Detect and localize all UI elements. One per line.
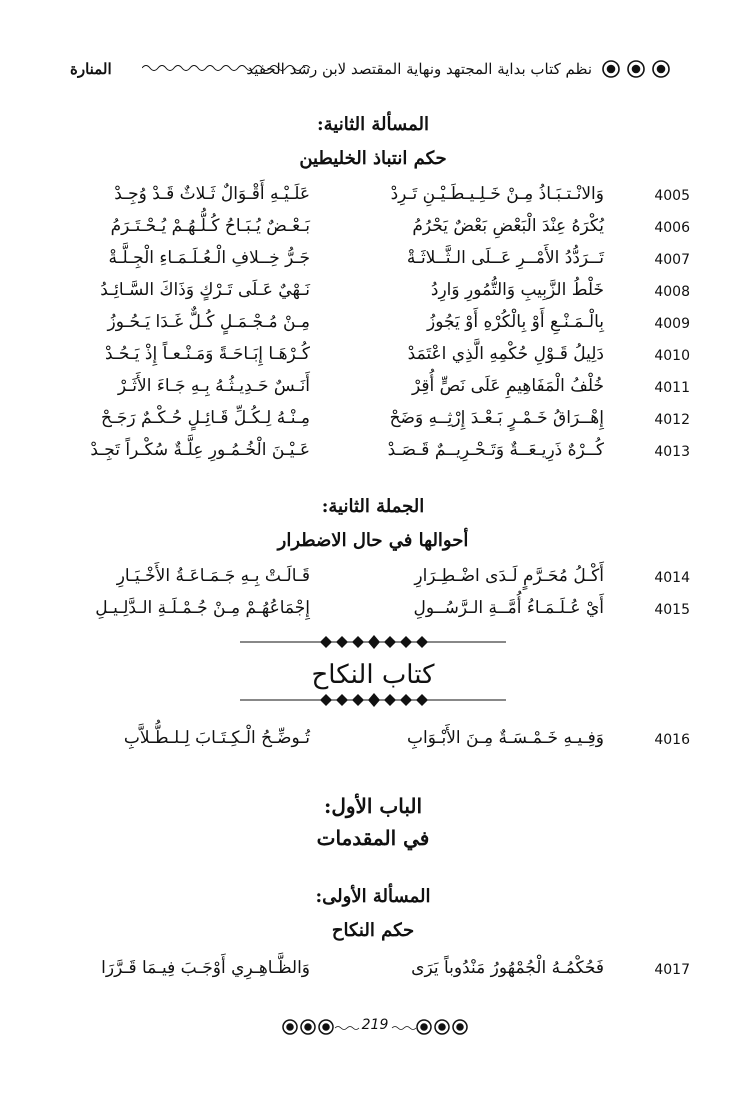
verse-second-hemistich: نَـهْيٌ عَـلَى تَـرْكٍ وَذَاكَ السَّـائِـدُ xyxy=(100,280,310,300)
verse-second-hemistich: كُـرْهَـا إِبَـاحَـةً وَمَـنْـعـاً إِذْ يَـحُـدْ xyxy=(104,344,310,364)
verse-number: 4012 xyxy=(654,412,690,428)
verse-first-hemistich: خَلْطُ الزَّبِيبِ وَالتُّمُورِ وَارِدُ xyxy=(430,280,604,300)
section-heading: الجملة الثانية: xyxy=(321,496,425,517)
verse-number: 4008 xyxy=(654,284,690,300)
verse-row xyxy=(70,312,690,342)
verse-first-hemistich: دَلِيلُ قَـوْلِ حُكْمِهِ الَّذِي اعْتَمَدْ xyxy=(407,344,604,364)
page-footer xyxy=(280,1014,470,1040)
verse-second-hemistich: مِـنْـهُ لِـكُـلِّ قَـائِـلٍ حُـكْـمٌ رَجَـحْ xyxy=(100,408,310,428)
verse-row xyxy=(70,184,690,214)
book-title: كتاب النكاح xyxy=(311,660,435,690)
verse-first-hemistich: يُكْرَهُ عِنْدَ الْبَعْضِ بَعْضٌ يَحْرُمُ xyxy=(412,216,604,236)
verse-number: 4007 xyxy=(654,252,690,268)
verse-number: 4016 xyxy=(654,732,690,748)
chapter-subtitle: في المقدمات xyxy=(316,826,430,850)
subsection-heading: أحوالها في حال الاضطرار xyxy=(277,530,469,551)
verse-first-hemistich: تَــرَدُّدُ الأَمْــرِ عَــلَى الـثَّــلاثَـةْ xyxy=(406,248,604,268)
verse-second-hemistich: إِجْمَاعُهُـمْ مِـنْ جُـمْـلَـةِ الـدَّلِـيـلِ xyxy=(95,598,310,618)
verse-first-hemistich: أَكْـلُ مُحَـرَّمٍ لَـدَى اضْـطِـرَارِ xyxy=(414,566,604,586)
verse-row xyxy=(70,280,690,310)
verse-first-hemistich: وَفِـيـهِ خَـمْـسَـةٌ مِـنَ الأَبْـوَابِ xyxy=(407,728,604,748)
verse-second-hemistich: أَنَـسٌ حَـدِيـثُـهُ بِـهِ جَـاءَ الأَثَـرْ xyxy=(117,376,310,396)
diamond-chain-ornament xyxy=(240,686,506,714)
subsection-heading: حكم النكاح xyxy=(331,920,415,941)
verse-first-hemistich: أَيْ عُـلَـمَـاءُ أُمَّــةِ الـرَّسُــولِ xyxy=(413,598,604,618)
verse-second-hemistich: قَـالَـتْ بِـهِ جَـمَـاعَـةُ الأَخْـيَـارِ xyxy=(116,566,310,586)
verse-row xyxy=(70,958,690,988)
verse-first-hemistich: إِهْــرَاقُ خَـمْـرٍ بَـعْـدَ إِرْثِــهِ وَضَحْ xyxy=(389,408,604,428)
verse-second-hemistich: مِـنْ مُـجْـمَـلٍ كُـلٌّ غَـدَا يَـحُـوزُ xyxy=(107,312,310,332)
verse-number: 4005 xyxy=(654,188,690,204)
verse-row xyxy=(70,344,690,374)
flower-ornament-icon xyxy=(598,58,676,80)
page-header xyxy=(70,52,676,86)
verse-second-hemistich: تُـوضِّـحُ الْـكِـتَـابَ لِـلـطُّـلاَّبِ xyxy=(123,728,310,748)
header-section-label: المنارة xyxy=(70,60,112,78)
verse-second-hemistich: جَـرُّ خِــلافِ الْـعُـلَـمَـاءِ الْجِـلَّـةْ xyxy=(108,248,310,268)
verse-second-hemistich: عَـيْـنَ الْخُـمُـورِ عِلَّـةٌ سُكْـراً تَجِـدْ xyxy=(90,440,310,460)
diamond-chain-ornament xyxy=(240,628,506,656)
verse-row xyxy=(70,216,690,246)
verse-row xyxy=(70,440,690,470)
verse-number: 4010 xyxy=(654,348,690,364)
verse-row xyxy=(70,408,690,438)
verse-number: 4013 xyxy=(654,444,690,460)
verse-number: 4011 xyxy=(654,380,690,396)
chapter-heading: الباب الأول: xyxy=(323,794,423,818)
verse-second-hemistich: بَـعْـضٌ يُـبَـاحُ كُـلُّـهُـمْ يُـحْـتَـرَمُ xyxy=(110,216,310,236)
verse-number: 4006 xyxy=(654,220,690,236)
verse-number: 4015 xyxy=(654,602,690,618)
verse-row xyxy=(70,566,690,596)
verse-first-hemistich: فَحُكْمُـهُ الْجُمْهُورُ مَنْدُوباً يَرَى xyxy=(411,958,604,978)
section-heading: المسألة الأولى: xyxy=(315,886,431,907)
verse-row xyxy=(70,248,690,278)
verse-number: 4009 xyxy=(654,316,690,332)
page-number: 219 xyxy=(361,1017,389,1033)
verse-first-hemistich: خُلْفُ الْمَفَاهِيمِ عَلَى نَصٍّ أُقِرْ xyxy=(412,376,604,396)
verse-row xyxy=(70,598,690,628)
verse-number: 4014 xyxy=(654,570,690,586)
section-heading: المسألة الثانية: xyxy=(317,114,429,135)
header-book-title: نظم كتاب بداية المجتهد ونهاية المقتصد لابن رشد الحفيد xyxy=(246,60,592,78)
verse-first-hemistich: بِالْـمَـنْـعِ أَوْ بِالْكُرْهِ أَوْ يَجُوزُ xyxy=(427,312,604,332)
verse-row xyxy=(70,376,690,406)
verse-second-hemistich: وَالظَّـاهِـرِي أَوْجَـبَ فِيـمَا قَـرَّرَا xyxy=(101,958,310,978)
verse-number: 4017 xyxy=(654,962,690,978)
subsection-heading: حكم انتباذ الخليطين xyxy=(299,148,447,169)
verse-first-hemistich: كُــرْهٌ ذَرِيـعَــةٌ وَتَـحْـرِيــمٌ قَـصَـدْ xyxy=(387,440,604,460)
verse-first-hemistich: وَالانْـتـبَـاذُ مِـنْ خَـلِـيـطَـيْـنِ تَـرِدْ xyxy=(390,184,604,204)
verse-row xyxy=(70,728,690,758)
verse-second-hemistich: عَلَـيْـهِ أَقْـوَالٌ ثَـلاثٌ قَـدْ وُجِـدْ xyxy=(114,184,310,204)
